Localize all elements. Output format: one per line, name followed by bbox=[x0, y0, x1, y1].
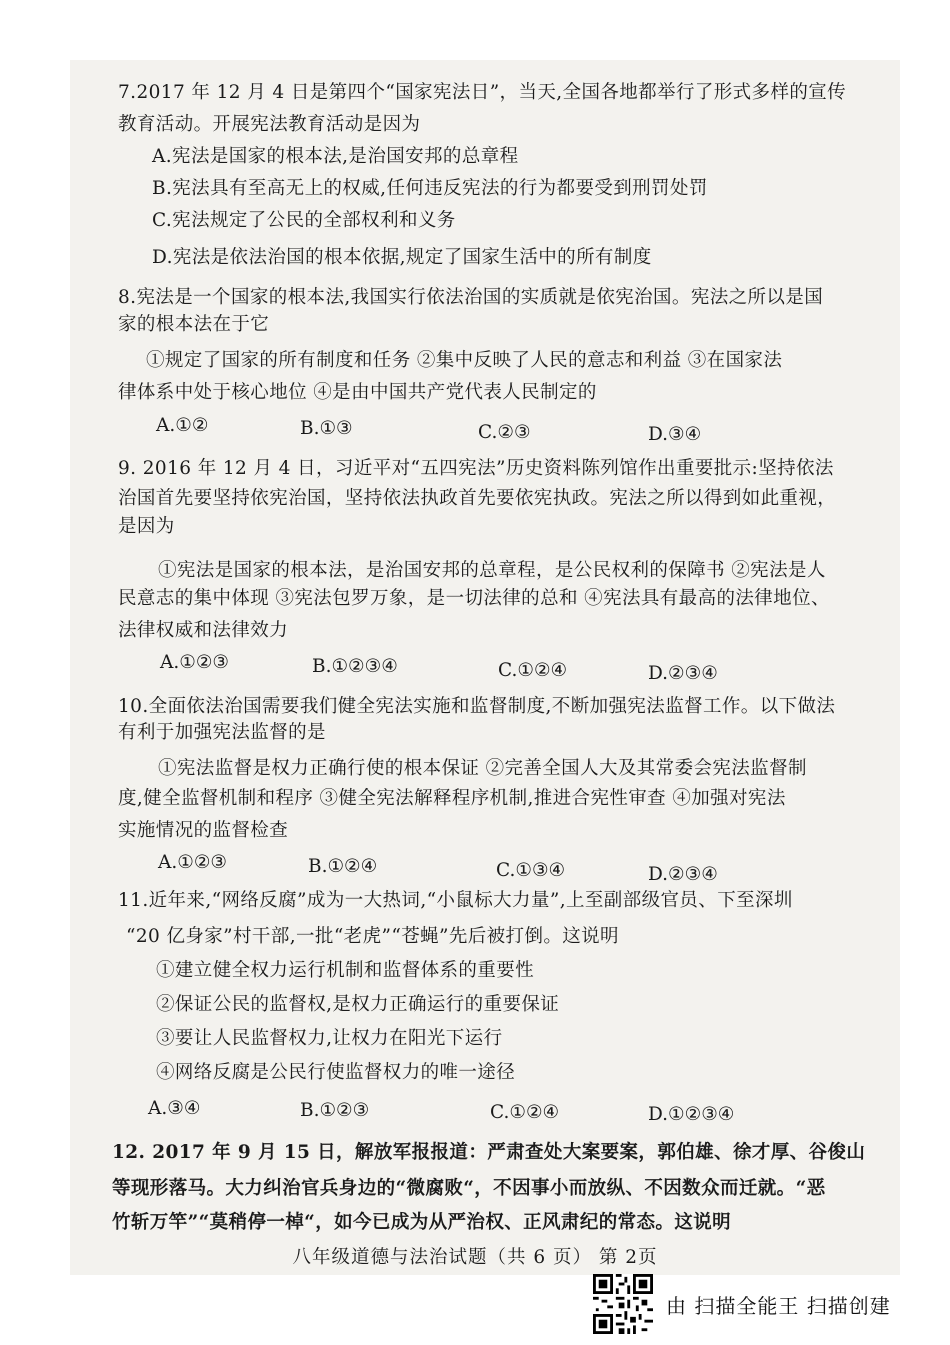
q10-statements-line-1: ①宪法监督是权力正确行使的根本保证 ②完善全国人大及其常委会宪法监督制 bbox=[158, 758, 807, 779]
q11-stem-line-1: 11.近年来,“网络反腐”成为一大热词,“小鼠标大力量”,上至副部级官员、下至深圳 bbox=[118, 890, 793, 911]
q8-statements-line-2: 律体系中处于核心地位 ④是由中国共产党代表人民制定的 bbox=[118, 382, 597, 403]
scanner-brand-text: 由 扫描全能王 扫描创建 bbox=[666, 1294, 891, 1318]
q9-choice-a: A.①②③ bbox=[160, 652, 229, 673]
qr-code-icon bbox=[593, 1274, 653, 1334]
q12-stem-line-3: 竹斩万竿”“莫稍停一棹“，如今已成为从严治权、正风肃纪的常态。这说明 bbox=[112, 1212, 732, 1233]
q10-stem-line-1: 10.全面依法治国需要我们健全宪法实施和监督制度,不断加强宪法监督工作。以下做法 bbox=[118, 696, 836, 717]
q10-statements-line-3: 实施情况的监督检查 bbox=[118, 820, 289, 841]
q12-stem-line-2: 等现形落马。大力纠治官兵身边的“微腐败“，不因事小而放纵、不因数众而迁就。“恶 bbox=[112, 1178, 826, 1199]
q11-choice-c: C.①②④ bbox=[490, 1102, 560, 1123]
q9-statements-line-2: 民意志的集中体现 ③宪法包罗万象，是一切法律的总和 ④宪法具有最高的法律地位、 bbox=[118, 588, 830, 609]
q7-stem-line-1: 7.2017 年 12 月 4 日是第四个“国家宪法日”，当天,全国各地都举行了形式多样的宣传 bbox=[118, 82, 847, 103]
q7-option-b: B.宪法具有至高无上的权威,任何违反宪法的行为都要受到刑罚处罚 bbox=[152, 178, 708, 199]
q8-stem-line-2: 家的根本法在于它 bbox=[118, 314, 270, 335]
q7-option-a: A.宪法是国家的根本法,是治国安邦的总章程 bbox=[152, 146, 519, 167]
q11-statement-3: ③要让人民监督权力,让权力在阳光下运行 bbox=[156, 1028, 503, 1049]
q9-stem-line-2: 治国首先要坚持依宪治国，坚持依法执政首先要依宪执政。宪法之所以得到如此重视， bbox=[118, 488, 837, 509]
q10-choice-d: D.②③④ bbox=[648, 864, 718, 885]
q12-stem-line-1: 12. 2017 年 9 月 15 日，解放军报报道：严肃查处大案要案，郭伯雄、徐才厚、谷俊山 bbox=[112, 1142, 866, 1163]
q7-option-d: D.宪法是依法治国的根本依据,规定了国家生活中的所有制度 bbox=[152, 247, 652, 268]
q9-choice-d: D.②③④ bbox=[648, 663, 718, 684]
q7-option-c: C.宪法规定了公民的全部权利和义务 bbox=[152, 210, 456, 231]
q8-statements-line-1: ①规定了国家的所有制度和任务 ②集中反映了人民的意志和利益 ③在国家法 bbox=[146, 350, 783, 371]
q9-statements-line-1: ①宪法是国家的根本法，是治国安邦的总章程，是公民权利的保障书 ②宪法是人 bbox=[158, 560, 826, 581]
q7-stem-line-2: 教育活动。开展宪法教育活动是因为 bbox=[118, 114, 421, 135]
q8-choice-c: C.②③ bbox=[478, 422, 531, 443]
q11-choice-b: B.①②③ bbox=[300, 1100, 370, 1121]
q8-stem-line-1: 8.宪法是一个国家的根本法,我国实行依法治国的实质就是依宪治国。宪法之所以是国 bbox=[118, 287, 824, 308]
q9-statements-line-3: 法律权威和法律效力 bbox=[118, 620, 289, 641]
q8-choice-a: A.①② bbox=[156, 415, 209, 436]
q11-choice-d: D.①②③④ bbox=[648, 1104, 735, 1125]
q8-choice-d: D.③④ bbox=[648, 424, 702, 445]
q10-choice-c: C.①③④ bbox=[496, 860, 566, 881]
q10-choice-b: B.①②④ bbox=[308, 856, 378, 877]
q11-choice-a: A.③④ bbox=[148, 1098, 201, 1119]
q8-choice-b: B.①③ bbox=[300, 418, 353, 439]
q10-stem-line-2: 有利于加强宪法监督的是 bbox=[118, 722, 326, 743]
q9-choice-c: C.①②④ bbox=[498, 660, 568, 681]
q10-choice-a: A.①②③ bbox=[158, 852, 227, 873]
q10-statements-line-2: 度,健全监督机制和程序 ③健全宪法解释程序机制,推进合宪性审查 ④加强对宪法 bbox=[118, 788, 786, 809]
q9-stem-line-1: 9. 2016 年 12 月 4 日，习近平对“五四宪法”历史资料陈列馆作出重要批示:坚持依法 bbox=[118, 458, 834, 479]
q11-statement-4: ④网络反腐是公民行使监督权力的唯一途径 bbox=[156, 1062, 516, 1083]
q11-statement-2: ②保证公民的监督权,是权力正确运行的重要保证 bbox=[156, 994, 560, 1015]
q9-stem-line-3: 是因为 bbox=[118, 516, 175, 537]
q11-stem-line-2: “20 亿身家”村干部,一批“老虎”“苍蝇”先后被打倒。这说明 bbox=[126, 926, 619, 947]
q9-choice-b: B.①②③④ bbox=[312, 656, 398, 677]
page-footer: 八年级道德与法治试题（共 6 页） 第 2页 bbox=[292, 1247, 658, 1268]
q11-statement-1: ①建立健全权力运行机制和监督体系的重要性 bbox=[156, 960, 535, 981]
